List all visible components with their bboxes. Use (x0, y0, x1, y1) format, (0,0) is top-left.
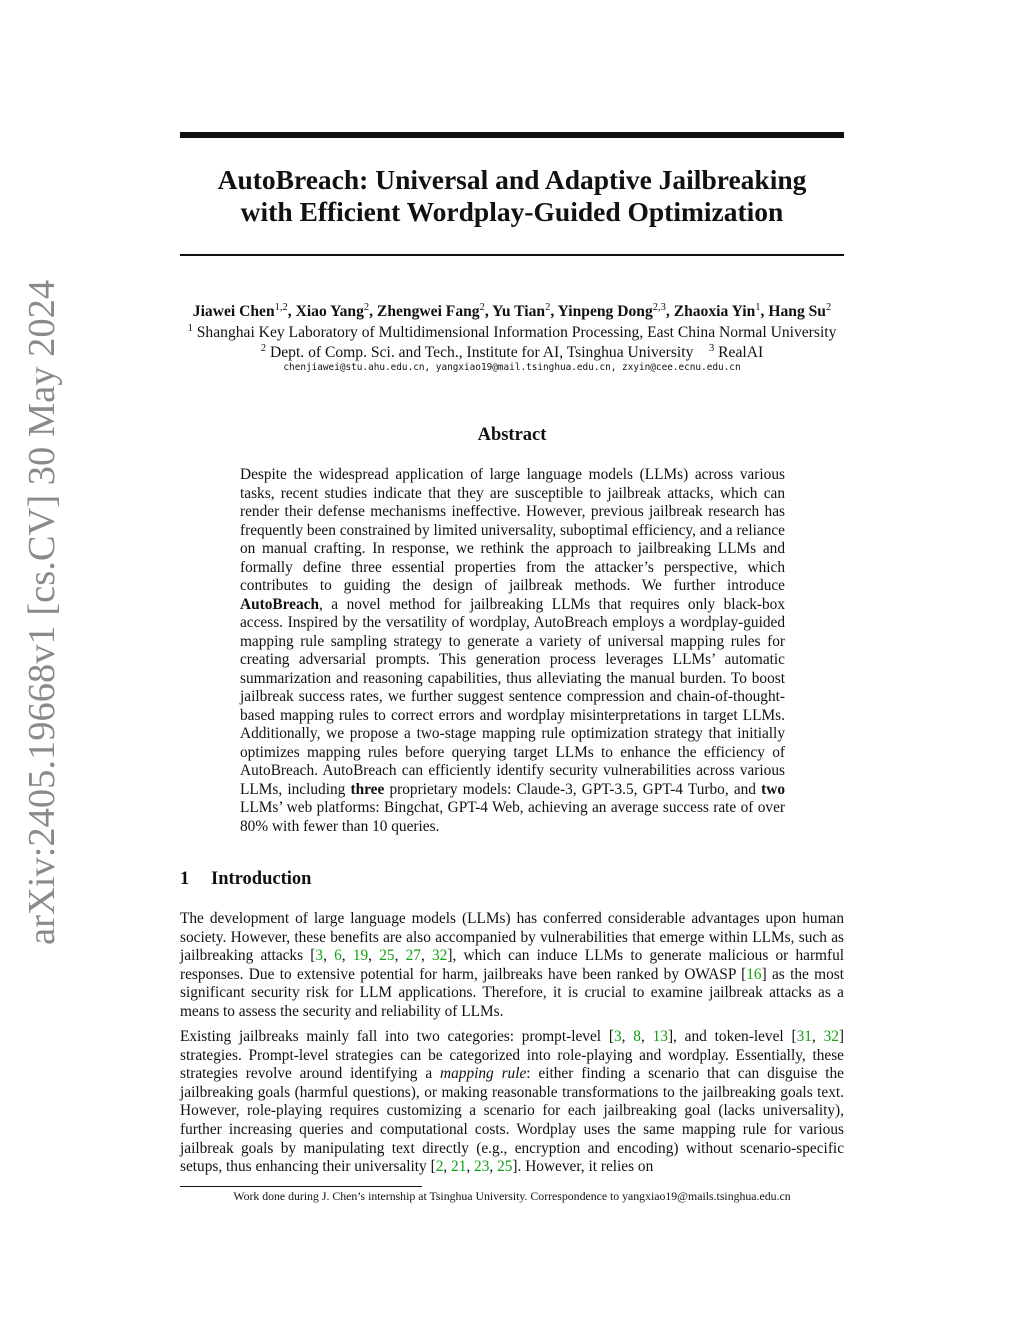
title-line-1: AutoBreach: Universal and Adaptive Jailbreaking (217, 164, 807, 195)
footnote-rule (180, 1186, 422, 1187)
affiliation-text: Shanghai Key Laboratory of Multidimensional Information Processing, East China Normal University (196, 324, 837, 342)
emphasis-text: mapping rule (440, 1065, 527, 1083)
citation-link[interactable]: 21 (451, 1158, 467, 1176)
affiliation-number: 1 (187, 323, 193, 334)
citation-link[interactable]: 2 (435, 1158, 444, 1176)
author-affiliation-mark: 2 (479, 302, 485, 313)
citation-link[interactable]: 32 (432, 947, 448, 965)
arxiv-identifier: arXiv:2405.19668v1 [cs.CV] 30 May 2024 (21, 279, 63, 945)
citation-link[interactable]: 3 (613, 1028, 622, 1045)
author: Yinpeng Dong (557, 303, 653, 321)
citation-link[interactable]: 32 (823, 1028, 839, 1045)
author-affiliation-mark: 2 (545, 302, 551, 313)
section-title: Introduction (211, 869, 312, 889)
citation-link[interactable]: 13 (652, 1028, 668, 1045)
citation-link[interactable]: 19 (352, 947, 369, 965)
affiliation-text: RealAI (718, 344, 764, 362)
author: Jiawei Chen (192, 303, 275, 321)
abstract-text: , a novel method for jailbreaking LLMs that requires only black-box access. Inspired by the versatility of wordplay, AutoBreach employs a wordplay-guided mapping rule sampling strategy to generate a variety of universal mapping rules for creating adversarial prompts. This generation process leverages LLMs’ automatic summarization and reasoning capabilities, thus alleviating the manual burden. To boost jailbreak success rates, we further suggest sentence compression and chain-of-thought-based mapping rules to correct errors and wordplay misinterpretations in target LLMs. Additionally, we propose a two-stage mapping rule optimization strategy that initially optimizes mapping rules before querying target LLMs to enhance the efficiency of AutoBreach. AutoBreach can efficiently identify security vulnerabilities across various LLMs, including (240, 595, 785, 798)
author-affiliation-mark: 2 (825, 302, 832, 313)
affiliation-number: 2 (260, 343, 267, 354)
footnote: Work done during J. Chen’s internship at Tsinghua University. Correspondence to yangxiao19@mails.tsinghua.edu.cn (233, 1189, 791, 1203)
affiliation-number: 3 (708, 343, 715, 354)
author-affiliation-mark: 1 (755, 302, 761, 313)
paper-title (180, 164, 844, 228)
abstract-text: proprietary models: Claude-3, GPT-3.5, GPT-4 Turbo, and (384, 780, 762, 798)
abstract-text: LLMs’ web platforms: Bingchat, GPT-4 Web, achieving an average success rate of over 80% with fewer than 10 queries. (240, 799, 785, 835)
author: Xiao Yang (295, 303, 364, 321)
title-line-2: with Efficient Wordplay-Guided Optimization (240, 196, 784, 227)
affiliation-text: Dept. of Comp. Sci. and Tech., Institute for AI, Tsinghua University (269, 344, 694, 362)
paragraph-text: ], and token-level [ (667, 1028, 797, 1045)
citation-link[interactable]: 16 (746, 965, 762, 983)
abstract-body (240, 466, 785, 836)
paragraph-text: The development of large language models (LLMs) has conferred considerable advantages upon human society. However, these benefits are also accompanied by vulnerabilities that emerge within LLMs, such as jailbreaking attacks [ (180, 910, 844, 965)
author-affiliation-mark: 1,2 (274, 302, 288, 313)
citation-link[interactable]: 27 (405, 947, 421, 965)
title-rule-bottom (180, 254, 844, 256)
author-affiliation-mark: 2,3 (652, 302, 666, 313)
abstract-heading: Abstract (477, 425, 547, 445)
abstract-bold: three (350, 780, 385, 798)
intro-paragraph-2: Existing jailbreaks mainly fall into two categories: prompt-level [3, 8, 13], and token-level [31, 32] strategies. Prompt-level strategies can be categorized into role-playing and wordplay. Essentially, these strategies revolve around identifying a mapping rule: either finding a scenario that can disguise the jailbreaking goals (harmful questions), or making reasonable transformations to the jailbreaking goals text. However, role-playing requires customizing a scenario for each jailbreaking goal (lacks universality), further increasing queries and computational costs. Wordplay uses the same mapping rule for various jailbreak goals by manipulating text directly (e.g., encryption and encoding) without scenario-specific setups, thus enhancing their universality [2, 21, 23, 25]. However, it relies on (180, 1028, 845, 1176)
section-heading-introduction (180, 868, 311, 890)
abstract-bold: two (761, 780, 786, 798)
citation-link[interactable]: 3 (315, 947, 324, 965)
intro-paragraph-1: The development of large language models (LLMs) has conferred considerable advantages upon human society. However, these benefits are also accompanied by vulnerabilities that emerge within LLMs, such as jailbreaking attacks [3, 6, 19, 25, 27, 32], which can induce LLMs to generate malicious or harmful responses. Due to extensive potential for harm, jailbreaks have been ranked by OWASP [16] as the most significant security risk for LLM applications. Therefore, it is crucial to examine jailbreak attacks as a means to assess the security and reliability of LLMs. (180, 910, 845, 1020)
paragraph-text: Existing jailbreaks mainly fall into two categories: prompt-level [ (180, 1028, 614, 1045)
paragraph-text: ]. However, it relies on (512, 1158, 654, 1176)
author: Zhengwei Fang (376, 303, 480, 321)
citation-link[interactable]: 6 (334, 947, 342, 965)
title-rule-top (180, 132, 844, 138)
author-emails: chenjiawei@stu.ahu.edu.cn, yangxiao19@mail.tsinghua.edu.cn, zxyin@cee.ecnu.edu.cn (283, 362, 741, 373)
section-number: 1 (180, 869, 190, 889)
author: Hang Su (768, 303, 826, 321)
citation-link[interactable]: 31 (796, 1028, 812, 1045)
paragraph-text: : either finding a scenario that can disguise the jailbreaking goals (harmful questions), or making reasonable transformations to the jailbreaking goals text. However, role-playing requires customizing a scenario for each jailbreaking goal (lacks universality), further increasing queries and computational costs. Wordplay uses the same mapping rule for various jailbreak goals by manipulating text directly (e.g., encryption and encoding) without scenario-specific setups, thus enhancing their universality [ (180, 1065, 844, 1176)
affiliation-2-3 (120, 339, 904, 363)
citation-link[interactable]: 8 (633, 1028, 641, 1045)
abstract-text: Despite the widespread application of large language models (LLMs) across various tasks, recent studies indicate that they are susceptible to jailbreak attacks, which can render their defense mechanisms ineffective. However, previous jailbreak research has frequently been constrained by limited universality, suboptimal efficiency, and a reliance on manual crafting. In response, we rethink the approach to jailbreaking LLMs and formally define three essential properties from the attacker’s perspective, which contributes to guiding the design of jailbreak methods. We further introduce (240, 466, 785, 594)
arxiv-stamp (21, 279, 82, 955)
paragraph-text: ], which can induce LLMs to generate malicious or harmful responses. Due to extensive potential for harm, jailbreaks have been ranked by OWASP [ (180, 947, 845, 983)
author-list: Jiawei Chen$^{1,2}$, Xiao Yang$^2$, Zhengwei Fang$^2$, Yu Tian$^2$, Yinpeng Dong$^{2,3}$, Zhaoxia Yin$^1$, Hang Su$^2$ (192, 302, 832, 321)
paragraph-text: ] as the most significant security risk for LLM applications. Therefore, it is crucial to examine jailbreak attacks as a means to assess the security and reliability of LLMs. (180, 965, 844, 1020)
author: Yu Tian (492, 303, 546, 321)
paragraph-text: ] strategies. Prompt-level strategies can be categorized into role-playing and wordplay. Essentially, these strategies revolve around identifying a (180, 1028, 845, 1083)
citation-link[interactable]: 23 (474, 1158, 490, 1176)
author-affiliation-mark: 2 (363, 302, 370, 313)
author: Zhaoxia Yin (673, 303, 756, 321)
citation-link[interactable]: 25 (379, 947, 395, 965)
abstract-bold: AutoBreach (240, 595, 319, 613)
citation-link[interactable]: 25 (497, 1158, 513, 1176)
